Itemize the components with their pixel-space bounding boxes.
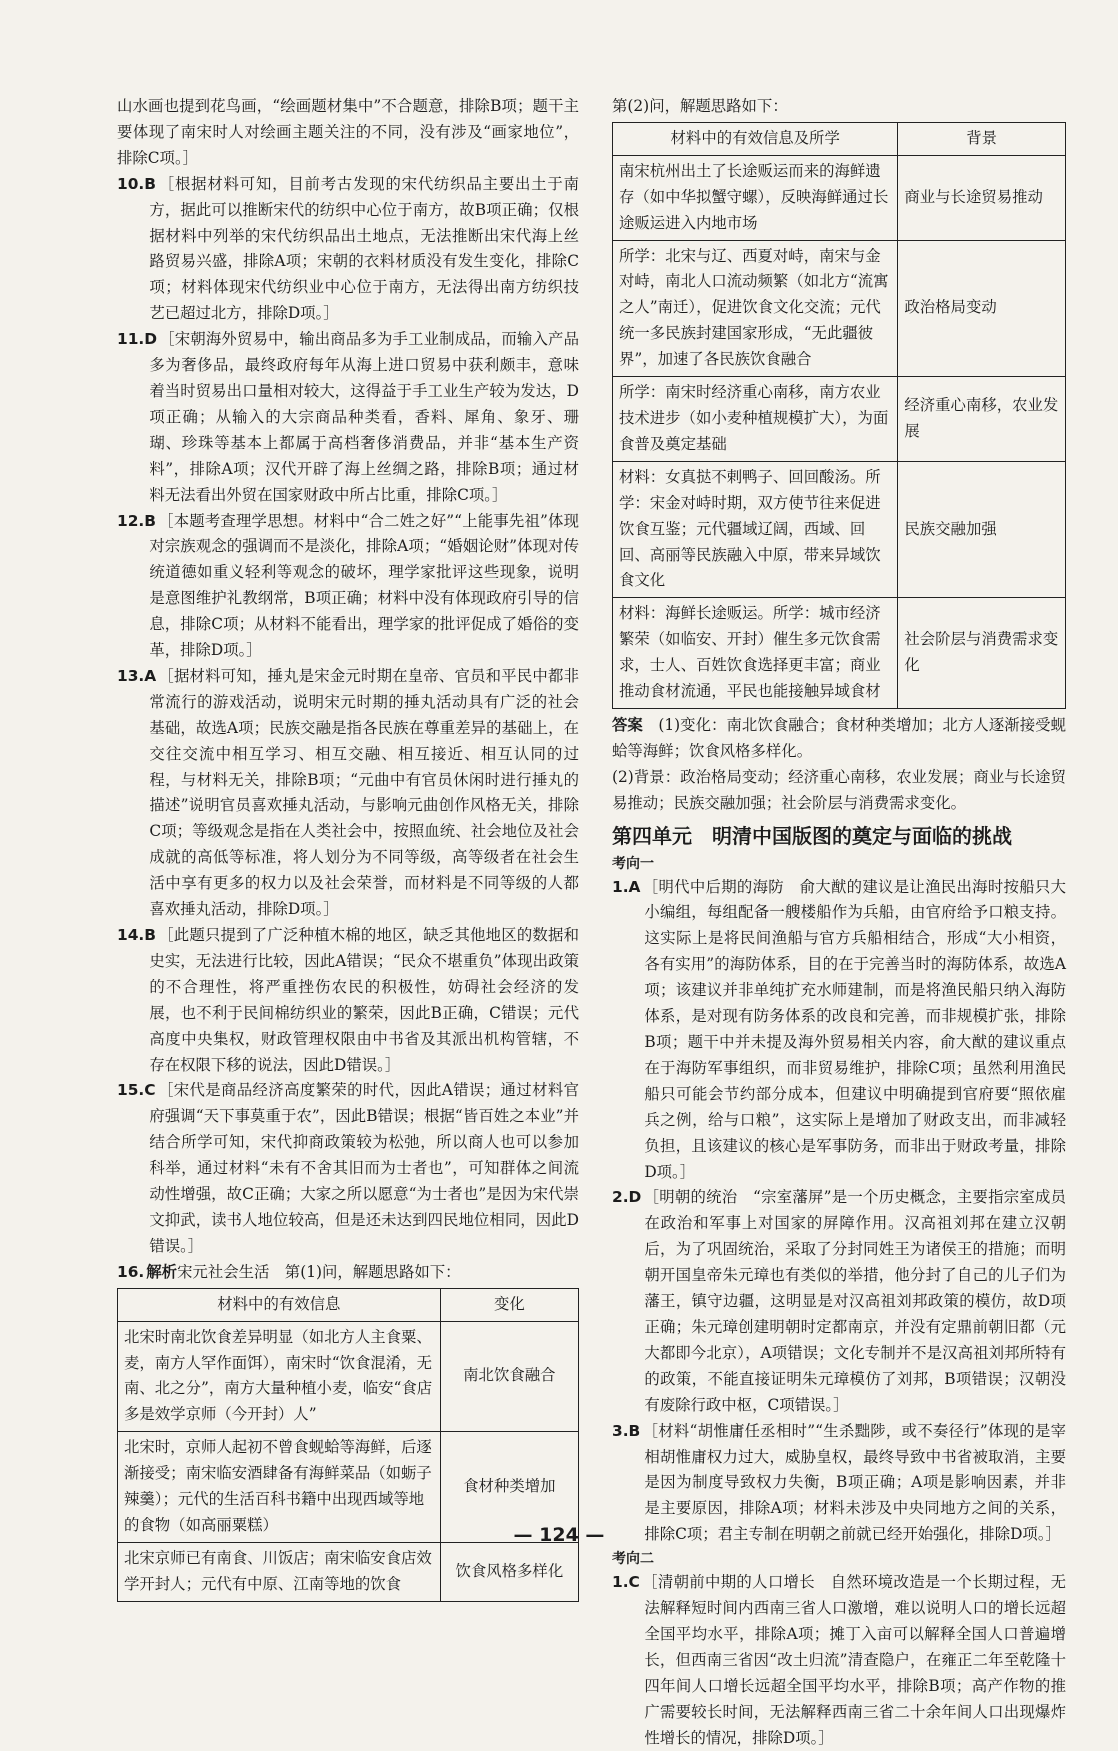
section1-answer-1: [612, 875, 1066, 1186]
table-cell: 所学：南宋时经济重心南移，南方农业技术进步（如小麦种植规模扩大），为面食普及奠定基础: [613, 377, 898, 462]
q16-part1-table: [117, 1288, 579, 1602]
table-cell: 政治格局变动: [898, 240, 1066, 377]
answer-text: ［明朝的统治 “宗室藩屏”是一个历史概念，主要指宗室成员在政治和军事上对国家的屏障作用。汉高祖刘邦在建立汉朝后，为了巩固统治，采取了分封同姓王为诸侯王的措施；而明朝开国皇帝朱元璋也有类似的举措，他分封了自己的儿子们为藩王，镇守边疆，这明显是对汉高祖刘邦政策的模仿，故D项正确；朱元璋创建明朝时定都南京，并没有定鼎前朝旧都（元大都即今北京），A项错误；文化专制并不是汉高祖刘邦所特有的政策，不能直接证明朱元璋模仿了刘邦，B项错误；汉朝没有废除行政中枢，C项错误。］: [643, 1188, 1066, 1414]
answer-number: 12.B: [117, 511, 156, 530]
answer-14: [117, 923, 579, 1078]
left-intro-paragraph: 山水画也提到花鸟画，“绘画题材集中”不合题意，排除B项；题干主要体现了南宋时人对绘画主题关注的不同，没有涉及“画家地位”，排除C项。］: [117, 97, 579, 167]
answer-12: [117, 509, 579, 664]
section-heading: 考向二: [612, 1551, 654, 1568]
table-row: [118, 1542, 579, 1601]
answer-text: ［本题考查理学思想。材料中“合二姓之好”“上能事先祖”体现对宗族观念的强调而不是淡化，排除A项；“婚姻论财”体现对传统道德如重义轻利等观念的破坏，理学家批评这些现象，说明是意图维护礼教纲常，B项正确；材料中没有体现政府引导的信息，排除C项；从材料不能看出，理学家的批评促成了婚俗的变革，排除D项。］: [149, 511, 579, 660]
answer-text: ［根据材料可知，目前考古发现的宋代纺织品主要出土于南方，据此可以推断宋代的纺织中心位于南方，故B项正确；仅根据材料中列举的宋代纺织品出土地点，无法推断出宋代海上丝路贸易兴盛，排除A项；宋朝的衣料材质没有发生变化，排除C项；材料体现宋代纺织业中心位于南方，无法得出南方纺织技艺已超过北方，排除D项。］: [149, 174, 579, 323]
table-header-row: [118, 1288, 579, 1321]
page-number: — 124 —: [513, 1524, 605, 1546]
answer-text: ［宋朝海外贸易中，输出商品多为手工业制成品，而输入产品多为奢侈品，最终政府每年从海上进口贸易中获利颇丰，意味着当时贸易出口量相对较大，这得益于手工业生产较为发达，D项正确；从输入的大宗商品种类看，香料、犀角、象牙、珊瑚、珍珠等基本上都属于高档奢侈消费品，并非“基本生产资料”，排除A项；汉代开辟了海上丝绸之路，排除B项；通过材料无法看出外贸在国家财政中所占比重，排除C项。］: [149, 330, 579, 504]
table-cell: 北宋时南北饮食差异明显（如北方人主食粟、麦，南方人罕作面饵），南宋时“饮食混淆，无南、北之分”，南方大量种植小麦，临安“食店多是效学京师（今开封）人”: [118, 1321, 441, 1432]
answer-number: 13.A: [117, 666, 157, 685]
answer-number: 3.B: [612, 1421, 641, 1440]
table-header: 背景: [898, 122, 1066, 155]
table-cell: 所学：北宋与辽、西夏对峙，南宋与金对峙，南北人口流动频繁（如北方“流寓之人”南迁），促进饮食文化交流；元代统一多民族封建国家形成，“无此疆彼界”，加速了各民族饮食融合: [613, 240, 898, 377]
answer-11: [117, 327, 579, 508]
section2-answer-1: [612, 1570, 1066, 1751]
table-cell: 北宋京师已有南食、川饭店；南宋临安食店效学开封人；元代有中原、江南等地的饮食: [118, 1542, 441, 1601]
table-header: 材料中的有效信息及所学: [613, 122, 898, 155]
table-row: [118, 1321, 579, 1432]
answer-label: 答案: [612, 715, 643, 734]
answer-number: 14.B: [117, 926, 156, 944]
answer-text: 宋元社会生活 第(1)问，解题思路如下：: [177, 1262, 461, 1281]
answer-number: 1.C: [612, 1573, 640, 1592]
answer-text: (1)变化：南北饮食融合；食材种类增加；北方人逐渐接受蚬蛤等海鲜；饮食风格多样化。: [612, 715, 1066, 760]
table-cell: 民族交融加强: [898, 461, 1066, 598]
answer-text: ［明代中后期的海防 俞大猷的建议是让渔民出海时按船只大小编组，每组配备一艘楼船作为兵船，由官府给予口粮支持。这实际上是将民间渔船与官方兵船相结合，形成“大小相资，各有实用”的海防体系，目的在于完善当时的海防体系，故选A项；该建议并非单纯扩充水师建制，而是将渔民船只纳入海防体系，是对现有防务体系的改良和完善，而非规模扩张，排除B项；题干中并未提及海外贸易相关内容，俞大猷的建议重点在于海防军事组织，而非贸易维护，排除C项；虽然利用渔民船只可能会节约部分成本，但建议中明确提到官府要“照依雇兵之例，给与口粮”，这实际上是增加了财政支出，而非减轻负担，且该建议的核心是军事防务，而非出于财政考量，排除D项。］: [642, 877, 1066, 1181]
table-header: 材料中的有效信息: [118, 1288, 441, 1321]
table-row: [613, 461, 1066, 598]
table-row: [613, 598, 1066, 709]
table-cell: 南宋杭州出土了长途贩运而来的海鲜遗存（如中华拟蟹守螺），反映海鲜通过长途贩运进入内地市场: [613, 155, 898, 240]
answer-number: 2.D: [612, 1188, 642, 1207]
table-cell: 北宋时，京师人起初不曾食蚬蛤等海鲜，后逐渐接受；南宋临安酒肆备有海鲜菜品（如蛎子辣羹）；元代的生活百科书籍中出现西域等地的食物（如高丽粟糕）: [118, 1432, 441, 1543]
right-intro-paragraph: 第(2)问，解题思路如下：: [612, 97, 788, 115]
analysis-label: 解析: [146, 1262, 178, 1281]
answer-block-part1: [612, 713, 1066, 765]
answer-text: ［材料“胡惟庸任丞相时”“生杀黜陟，或不奏径行”体现的是宰相胡惟庸权力过大，威胁皇权，最终导致中书省被取消，主要是因为制度导致权力失衡，B项正确；A项是影响因素，并非是主要原因，排除A项；材料未涉及中央同地方之间的关系，排除C项；君主专制在明朝之前就已经开始强化，排除D项。］: [642, 1421, 1066, 1544]
table-row: [613, 240, 1066, 377]
table-cell: 饮食风格多样化: [440, 1542, 578, 1601]
table-header: 变化: [440, 1288, 578, 1321]
table-cell: 商业与长途贸易推动: [898, 155, 1066, 240]
answer-text: ［清朝前中期的人口增长 自然环境改造是一个长期过程，无法解释短时间内西南三省人口激增，难以说明人口的增长远超全国平均水平，排除A项；摊丁入亩可以解释全国人口普遍增长，但西南三省因“改土归流”清查隐户，在雍正二年至乾隆十四年间人口增长远超全国平均水平，排除B项；高产作物的推广需要较长时间，无法解释西南三省二十余年间人口出现爆炸性增长的情况，排除D项。］: [641, 1573, 1066, 1747]
answer-16: [117, 1260, 579, 1286]
right-column: [612, 94, 1066, 1751]
answer-block-part2: (2)背景：政治格局变动；经济重心南移，农业发展；商业与长途贸易推动；民族交融加强；社会阶层与消费需求变化。: [612, 767, 1066, 812]
section-heading: 考向一: [612, 855, 654, 872]
answer-number: 1.A: [612, 877, 641, 896]
answer-text: ［此题只提到了广泛种植木棉的地区，缺乏其他地区的数据和史实，无法进行比较，因此A错误；“民众不堪重负”体现出政策的不合理性，将严重挫伤农民的积极性，妨碍社会经济的发展，也不利于民间棉纺织业的繁荣，因此B正确，C错误；元代高度中央集权，财政管理权限由中书省及其派出机构管辖，不存在权限下移的说法，因此D错误。］: [149, 926, 579, 1074]
answer-15: [117, 1078, 579, 1259]
answer-number: 16.: [117, 1262, 145, 1281]
table-cell: 材料：海鲜长途贩运。所学：城市经济繁荣（如临安、开封）催生多元饮食需求，士人、百姓饮食选择更丰富；商业推动食材流通，平民也能接触异域食材: [613, 598, 898, 709]
table-cell: 食材种类增加: [440, 1432, 578, 1543]
section1-answer-2: [612, 1185, 1066, 1418]
answer-text: ［据材料可知，捶丸是宋金元时期在皇帝、官员和平民中都非常流行的游戏活动，说明宋元时期的捶丸活动具有广泛的社会基础，故选A项；民族交融是指各民族在尊重差异的基础上，在交往交流中相互学习、相互交融、相互接近、相互认同的过程，与材料无关，排除B项；“元曲中有官员休闲时进行捶丸的描述”说明官员喜欢捶丸活动，与影响元曲创作风格无关，排除C项；等级观念是指在人类社会中，按照血统、社会地位及社会成就的高低等标准，将人划分为不同等级，高等级者在社会生活中享有更多的权力以及社会荣誉，而材料是不同等级的人都喜欢捶丸活动，排除D项。］: [149, 666, 579, 919]
answer-text: ［宋代是商品经济高度繁荣的时代，因此A错误；通过材料官府强调“天下事莫重于农”，因此B错误；根据“皆百姓之本业”并结合所学可知，宋代抑商政策较为松弛，所以商人也可以参加科举，通过材料“未有不舍其旧而为士者也”，可知群体之间流动性增强，故C正确；大家之所以愿意“为士者也”是因为宋代崇文抑武，读书人地位较高，但是还未达到四民地位相同，因此D错误。］: [149, 1081, 579, 1255]
left-column: [117, 94, 579, 1606]
table-row: [613, 377, 1066, 462]
table-header-row: [613, 122, 1066, 155]
table-cell: 材料：女真挞不剌鸭子、回回酸汤。所学：宋金对峙时期，双方使节往来促进饮食互鉴；元代疆域辽阔，西域、回回、高丽等民族融入中原，带来异域饮食文化: [613, 461, 898, 598]
unit-title: 第四单元 明清中国版图的奠定与面临的挑战: [612, 823, 1012, 848]
q16-part2-table: [612, 122, 1066, 709]
answer-number: 10.B: [117, 174, 156, 193]
answer-number: 11.D: [117, 330, 158, 349]
answer-number: 15.C: [117, 1081, 156, 1100]
table-row: [613, 155, 1066, 240]
answer-13: [117, 664, 579, 923]
table-cell: 南北饮食融合: [440, 1321, 578, 1432]
answer-10: [117, 172, 579, 327]
table-cell: 经济重心南移，农业发展: [898, 377, 1066, 462]
table-cell: 社会阶层与消费需求变化: [898, 598, 1066, 709]
